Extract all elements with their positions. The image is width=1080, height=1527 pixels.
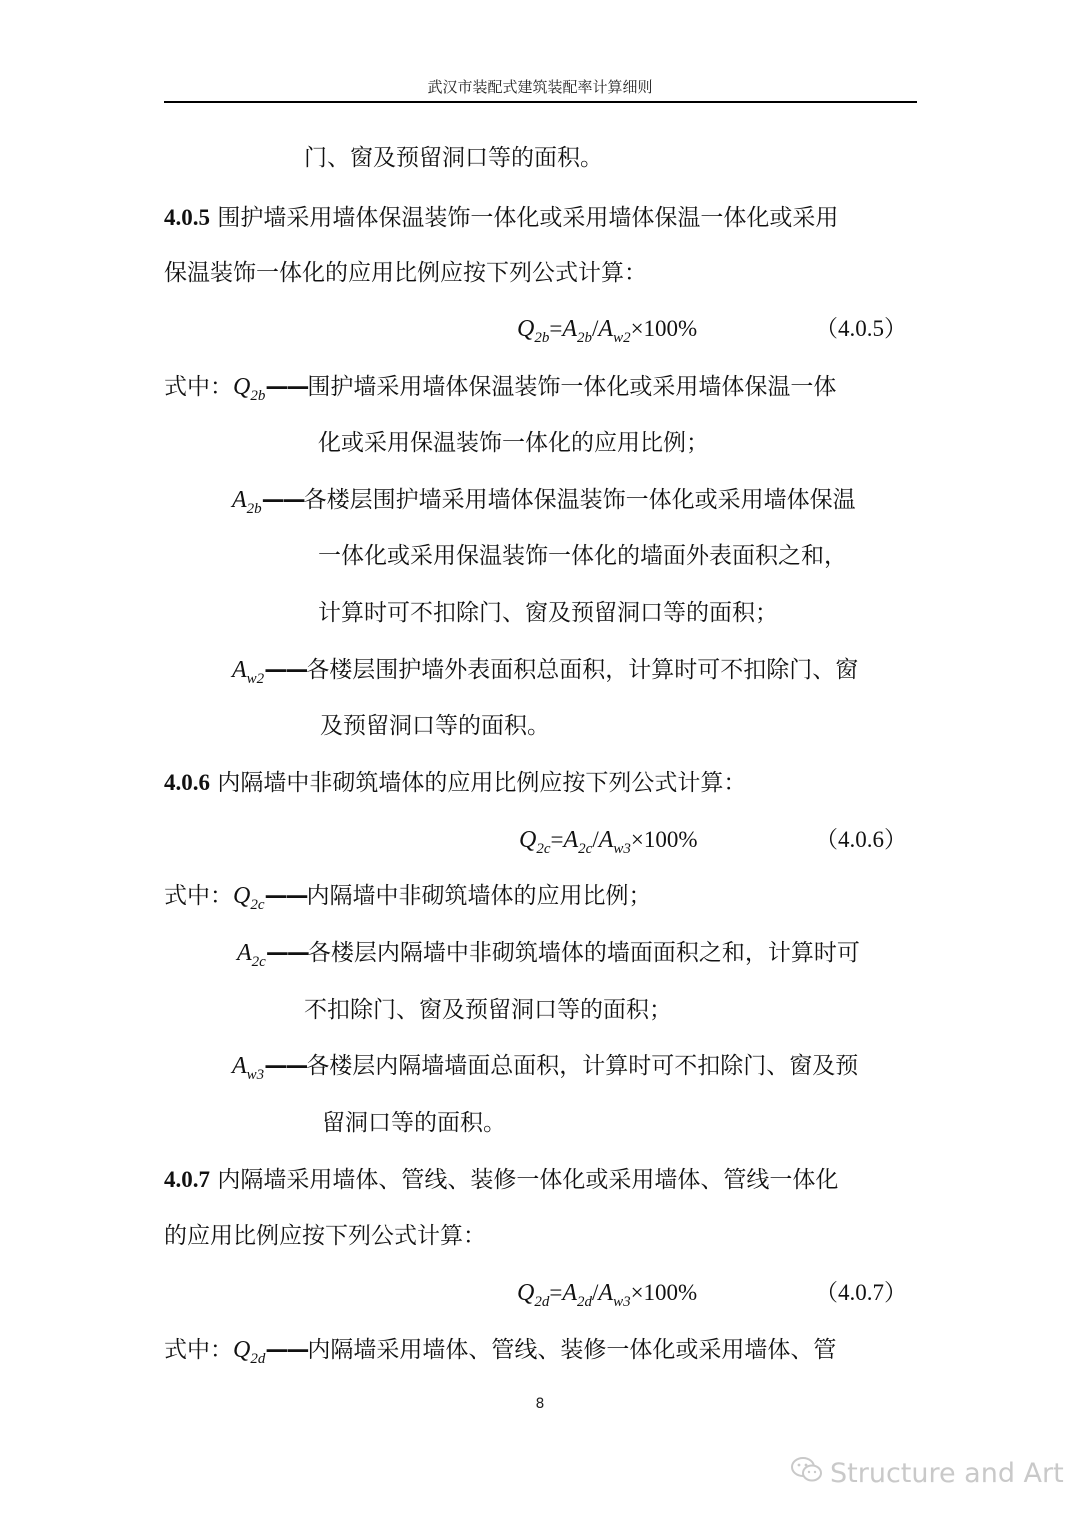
formula-4-0-6: $Q_{2c}=A_{2c}/A_{w3}\times 100\%$ (519, 827, 698, 857)
formula-4-0-7: $Q_{2d}=A_{2d}/A_{w3}\times 100\%$ (517, 1280, 698, 1310)
wechat-icon (790, 1456, 824, 1491)
text-line: 计算时可不扣除门、窗及预留洞口等的面积； (318, 600, 778, 626)
definition-a2c: $A_{2c}——$各楼层内隔墙中非砌筑墙体的墙面面积之和，计算时可 (237, 939, 860, 970)
formula-4-0-5: $Q_{2b}=A_{2b}/A_{w2}\times 100\%$ (517, 316, 698, 346)
section-text: 内隔墙采用墙体、管线、装修一体化或采用墙体、管线一体化 (217, 1167, 839, 1193)
text-line: 门、窗及预留洞口等的面积。 (304, 145, 603, 171)
section-number: 4.0.6 (164, 770, 210, 795)
section-4-0-6 (164, 768, 746, 798)
text-line: 的应用比例应按下列公式计算： (164, 1223, 486, 1249)
page-header: 武汉市装配式建筑装配率计算细则 (427, 78, 653, 96)
definition-a2b: $A_{2b}——$各楼层围护墙采用墙体保温装饰一体化或采用墙体保温 (232, 486, 856, 517)
definition-aw2: $A_{w2}——$各楼层围护墙外表面积总面积，计算时可不扣除门、窗 (232, 656, 859, 687)
equation-number: （4.0.7） (815, 1280, 907, 1305)
section-number: 4.0.5 (164, 205, 210, 230)
watermark-text: Structure and Art (830, 1458, 1064, 1489)
text-line: 及预留洞口等的面积。 (320, 713, 550, 739)
where-clause: 式中：$Q_{2c}——$内隔墙中非砌筑墙体的应用比例； (164, 882, 652, 913)
equation-number: （4.0.6） (815, 827, 907, 852)
section-number: 4.0.7 (164, 1167, 210, 1192)
text-line: 一体化或采用保温装饰一体化的墙面外表面积之和， (318, 543, 847, 569)
where-clause: 式中：$Q_{2d}——$内隔墙采用墙体、管线、装修一体化或采用墙体、管 (164, 1336, 837, 1367)
section-text: 内隔墙中非砌筑墙体的应用比例应按下列公式计算： (217, 770, 747, 796)
page-number: 8 (535, 1396, 545, 1412)
section-4-0-5 (164, 203, 838, 233)
text-line: 保温装饰一体化的应用比例应按下列公式计算： (164, 260, 647, 286)
section-4-0-7 (164, 1165, 838, 1195)
watermark (790, 1456, 1064, 1491)
where-label: 式中： (164, 883, 233, 909)
equation-number: （4.0.5） (815, 316, 907, 341)
where-clause: 式中：$Q_{2b}——$围护墙采用墙体保温装饰一体化或采用墙体保温一体 (164, 373, 837, 404)
text-line: 化或采用保温装饰一体化的应用比例； (318, 430, 709, 456)
text-line: 不扣除门、窗及预留洞口等的面积； (304, 997, 672, 1023)
definition-aw3: $A_{w3}——$各楼层内隔墙墙面总面积，计算时可不扣除门、窗及预 (232, 1052, 859, 1083)
where-label: 式中： (164, 1337, 233, 1363)
header-rule (164, 101, 917, 103)
symbol-q2b: $Q_{2b}$ (233, 374, 266, 404)
where-label: 式中： (164, 374, 233, 400)
section-text: 围护墙采用墙体保温装饰一体化或采用墙体保温一体化或采用 (217, 205, 839, 231)
text-line: 留洞口等的面积。 (322, 1110, 506, 1136)
